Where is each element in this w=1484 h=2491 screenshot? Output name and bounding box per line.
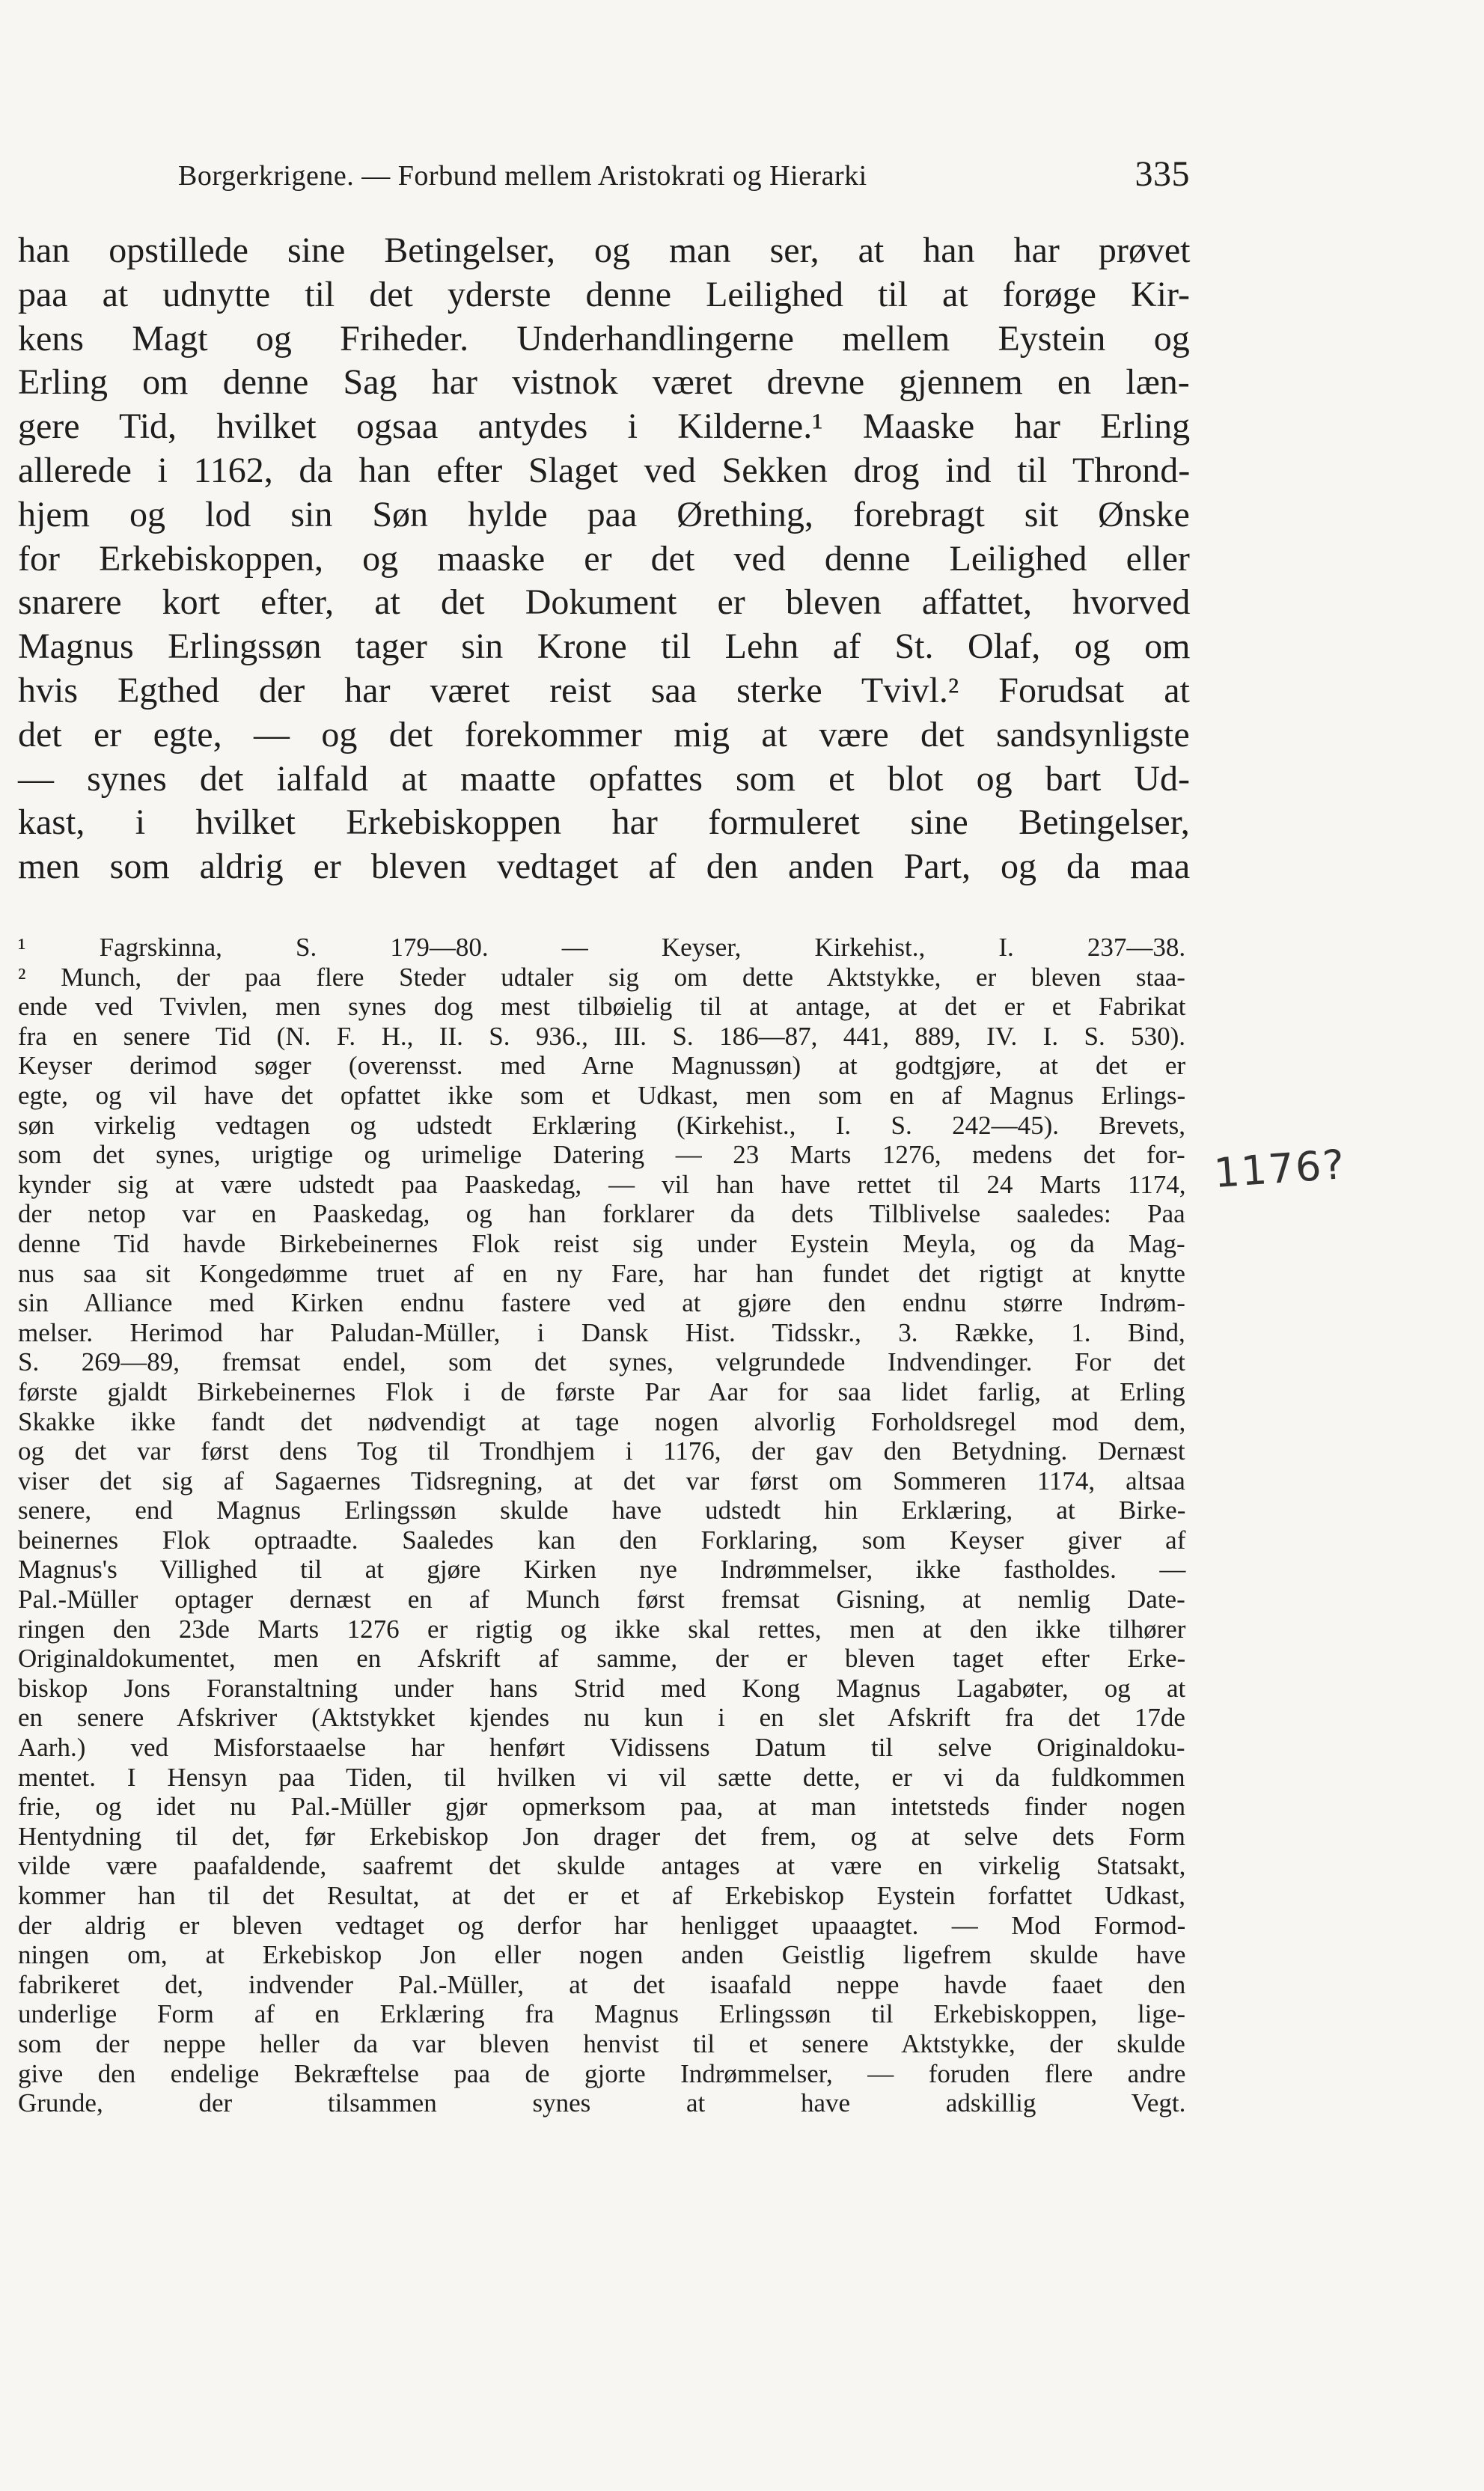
footnote-line: biskop Jons Foranstaltning under hans Strid med Kong Magnus Lagabøter, og at: [18, 1673, 1186, 1703]
footnote-line: nus saa sit Kongedømme truet af en ny Fare, har han fundet det rigtigt at knytte: [18, 1258, 1185, 1288]
footnotes: [18, 933, 1185, 2118]
footnote-line: som det synes, urigtige og urimelige Datering — 23 Marts 1276, medens det for-: [18, 1140, 1185, 1170]
running-header: [178, 153, 1190, 198]
footnote-line: vilde være paafaldende, saafremt det skulde antages at være en virkelig Statsakt,: [18, 1851, 1186, 1881]
footnote-line: give den endelige Bekræftelse paa de gjorte Indrømmelser, — foruden flere andre: [18, 2058, 1186, 2088]
footnote-line: beinernes Flok optraadte. Saaledes kan den Forklaring, som Keyser giver af: [18, 1525, 1186, 1555]
footnote-line: kynder sig at være udstedt paa Paaskedag, — vil han have rettet til 24 Marts 1174,: [18, 1169, 1186, 1199]
footnote-line: ende ved Tvivlen, men synes dog mest tilbøielig til at antage, at det er et Fabrikat: [18, 992, 1186, 1022]
text-line: Magnus Erlingssøn tager sin Krone til Lehn af St. Olaf, og om: [18, 626, 1191, 667]
text-line: gere Tid, hvilket ogsaa antydes i Kilderne.¹ Maaske har Erling: [18, 406, 1191, 447]
text-line: han opstillede sine Betingelser, og man ser, at han har prøvet: [18, 231, 1191, 270]
text-line: kens Magt og Friheder. Underhandlingerne mellem Eystein og: [18, 318, 1190, 359]
footnote-line: S. 269—89, fremsat endel, som det synes, velgrundede Indvendinger. For det: [18, 1347, 1185, 1377]
running-title: Borgerkrigene. — Forbund mellem Aristokrati og Hierarki: [178, 160, 867, 192]
footnote-line: melser. Herimod har Paludan-Müller, i Dansk Hist. Tidsskr., 3. Række, 1. Bind,: [18, 1317, 1185, 1347]
text-line: allerede i 1162, da han efter Slaget ved Sekken drog ind til Thrond-: [18, 450, 1191, 490]
footnote-line: Grunde, der tilsammen synes at have adskillig Vegt.: [18, 2088, 1186, 2118]
text-line: hjem og lod sin Søn hylde paa Ørething, forebragt sit Ønske: [18, 494, 1190, 534]
footnote-line: fra en senere Tid (N. F. H., II. S. 936., III. S. 186—87, 441, 889, IV. I. S. 530).: [18, 1021, 1186, 1051]
text-line: Erling om denne Sag har vistnok været drevne gjennem en læn-: [18, 362, 1190, 403]
footnote-line: Hentydning til det, før Erkebiskop Jon drager det frem, og at selve dets Form: [18, 1821, 1185, 1851]
text-line: hvis Egthed der har været reist saa sterke Tvivl.² Forudsat at: [18, 670, 1190, 710]
footnote-line: der aldrig er bleven vedtaget og derfor har henligget upaaagtet. — Mod Formod-: [18, 1910, 1186, 1940]
footnote-line: viser det sig af Sagaernes Tidsregning, at det var først om Sommeren 1174, altsaa: [18, 1466, 1185, 1495]
footnote-line: fabrikeret det, indvender Pal.-Müller, at det isaafald neppe havde faaet den: [18, 1969, 1186, 1999]
footnote-line: sin Alliance med Kirken endnu fastere ved at gjøre den endnu større Indrøm-: [18, 1288, 1185, 1318]
footnote-line: søn virkelig vedtagen og udstedt Erklæring (Kirkehist., I. S. 242—45). Brevets,: [18, 1110, 1186, 1140]
footnote-line: Keyser derimod søger (overensst. med Arne Magnussøn) at godtgjøre, at det er: [18, 1051, 1186, 1081]
footnote-line: der netop var en Paaskedag, og han forklarer da dets Tilblivelse saaledes: Paa: [18, 1199, 1185, 1229]
text-line: kast, i hvilket Erkebiskoppen har formuleret sine Betingelser,: [18, 802, 1190, 843]
footnote-line: Magnus's Villighed til at gjøre Kirken nye Indrømmelser, ikke fastholdes. —: [18, 1555, 1186, 1585]
text-line: paa at udnytte til det yderste denne Leilighed til at forøge Kir-: [18, 274, 1190, 314]
main-text: [18, 229, 1190, 889]
handwritten-margin-note: 1176?: [1212, 1140, 1348, 1198]
footnote-line: underlige Form af en Erklæring fra Magnus Erlingssøn til Erkebiskoppen, lige-: [18, 1999, 1186, 2029]
footnote-line: frie, og idet nu Pal.-Müller gjør opmerksom paa, at man intetsteds finder nogen: [18, 1792, 1185, 1822]
footnote-line: senere, end Magnus Erlingssøn skulde have udstedt hin Erklæring, at Birke-: [18, 1495, 1186, 1525]
footnote-line: ningen om, at Erkebiskop Jon eller nogen anden Geistlig ligefrem skulde have: [18, 1940, 1186, 1970]
footnote-line: en senere Afskriver (Aktstykket kjendes nu kun i en slet Afskrift fra det 17de: [18, 1703, 1185, 1733]
footnote-line: egte, og vil have det opfattet ikke som et Udkast, men som en af Magnus Erlings-: [18, 1080, 1186, 1110]
footnote-line: Skakke ikke fandt det nødvendigt at tage nogen alvorlig Forholdsregel mod dem,: [18, 1406, 1186, 1436]
footnote-line: Pal.-Müller optager dernæst en af Munch først fremsat Gisning, at nemlig Date-: [18, 1585, 1185, 1615]
text-line: — synes det ialfald at maatte opfattes som et blot og bart Ud-: [18, 758, 1191, 799]
footnote-line: ringen den 23de Marts 1276 er rigtig og ikke skal rettes, men at den ikke tilhører: [18, 1614, 1186, 1644]
footnote-line: ² Munch, der paa flere Steder udtaler sig om dette Aktstykke, er bleven staa-: [18, 962, 1185, 992]
text-line: for Erkebiskoppen, og maaske er det ved denne Leilighed eller: [18, 538, 1190, 579]
text-line: men som aldrig er bleven vedtaget af den anden Part, og da maa: [18, 847, 1191, 887]
text-line: snarere kort efter, at det Dokument er bleven affattet, hvorved: [18, 582, 1191, 623]
page-number: 335: [1135, 154, 1190, 194]
footnote-line: mentet. I Hensyn paa Tiden, til hvilken vi vil sætte dette, er vi da fuldkommen: [18, 1762, 1185, 1792]
text-line: det er egte, — og det forekommer mig at være det sandsynligste: [18, 714, 1190, 754]
footnote-line: første gjaldt Birkebeinernes Flok i de første Par Aar for saa lidet farlig, at Erling: [18, 1376, 1185, 1406]
footnote-line: Originaldokumentet, men en Afskrift af samme, der er bleven taget efter Erke-: [18, 1644, 1186, 1674]
footnote-line: denne Tid havde Birkebeinernes Flok reist sig under Eystein Meyla, og da Mag-: [18, 1228, 1185, 1258]
footnote-line: ¹ Fagrskinna, S. 179—80. — Keyser, Kirkehist., I. 237—38.: [18, 933, 1186, 962]
footnote-line: Aarh.) ved Misforstaaelse har henført Vidissens Datum til selve Originaldoku-: [18, 1733, 1185, 1763]
footnote-line: kommer han til det Resultat, at det er et af Erkebiskop Eystein forfattet Udkast,: [18, 1881, 1185, 1910]
footnote-line: og det var først dens Tog til Trondhjem i 1176, der gav den Betydning. Dernæst: [18, 1436, 1185, 1466]
footnote-line: som der neppe heller da var bleven henvist til et senere Aktstykke, der skulde: [18, 2028, 1185, 2058]
